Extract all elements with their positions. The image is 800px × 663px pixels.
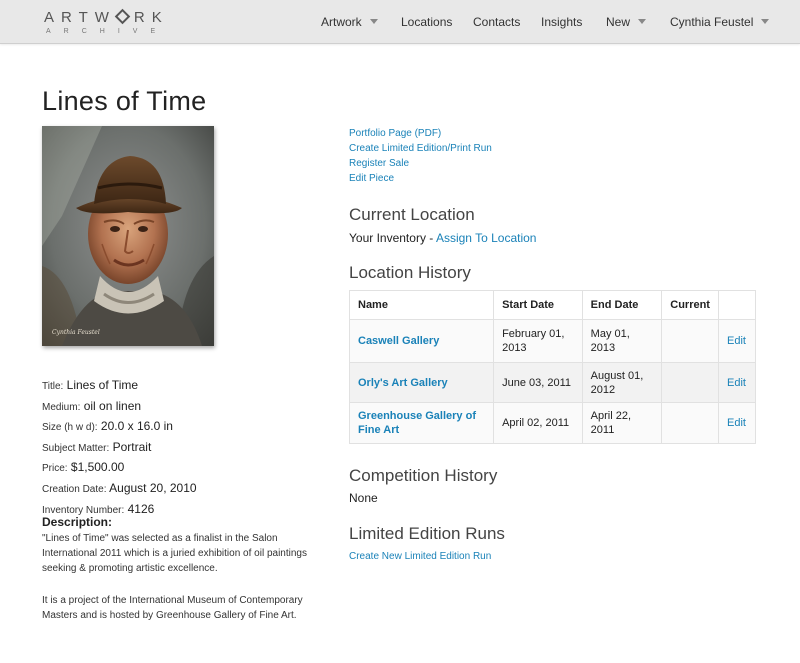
create-limited-edition-link[interactable]: Create Limited Edition/Print Run xyxy=(349,143,492,154)
detail-subject: Subject Matter: Portrait xyxy=(42,439,152,454)
description-paragraph-1: "Lines of Time" was selected as a finalist in the Salon International 2011 which is a juried exhibition of oil paintings seeking & promoting artistic excellence. xyxy=(42,533,307,574)
location-history-heading: Location History xyxy=(349,263,471,282)
nav-locations[interactable] xyxy=(401,15,452,29)
artwork-actions xyxy=(349,126,492,186)
nav-new[interactable] xyxy=(606,15,646,29)
detail-creation-date: Creation Date: August 20, 2010 xyxy=(42,480,197,495)
column-header-name: Name xyxy=(350,291,494,320)
end-date-cell: August 01, 2012 xyxy=(582,363,662,403)
table-row xyxy=(350,363,756,403)
artwork-archive-logo[interactable] xyxy=(44,10,189,36)
logo-diamond-icon xyxy=(115,9,131,25)
location-name-cell[interactable]: Caswell Gallery xyxy=(350,320,494,363)
detail-size-value: 20.0 x 16.0 in xyxy=(100,419,173,434)
portfolio-page-link[interactable]: Portfolio Page (PDF) xyxy=(349,128,442,139)
detail-subject-value: Portrait xyxy=(112,439,152,454)
detail-inventory-value: 4126 xyxy=(127,501,155,516)
end-date-cell: May 01, 2013 xyxy=(582,320,662,363)
nav-artwork-label: Artwork xyxy=(321,15,362,29)
current-cell xyxy=(662,403,719,444)
edit-link[interactable]: Edit xyxy=(718,363,755,403)
artwork-image[interactable] xyxy=(42,126,214,346)
nav-artwork[interactable] xyxy=(321,15,378,29)
nav-contacts-label: Contacts xyxy=(473,15,521,29)
column-header-end-date: End Date xyxy=(582,291,662,320)
detail-size: Size (h w d): 20.0 x 16.0 in xyxy=(42,419,173,434)
start-date-cell: February 01, 2013 xyxy=(494,320,583,363)
assign-to-location-link[interactable]: Assign To Location xyxy=(435,231,537,245)
table-header-row xyxy=(350,291,756,320)
detail-medium: Medium: oil on linen xyxy=(42,398,142,413)
nav-user-menu[interactable] xyxy=(670,15,769,29)
column-header-actions xyxy=(718,291,755,320)
painting-signature: Cynthia Feustel xyxy=(52,329,100,336)
detail-price-value: $1,500.00 xyxy=(70,460,125,475)
edit-link[interactable]: Edit xyxy=(718,403,755,444)
competition-history-heading: Competition History xyxy=(349,466,498,485)
location-name-cell[interactable]: Orly's Art Gallery xyxy=(350,363,494,403)
chevron-down-icon xyxy=(638,19,646,24)
top-navigation-bar xyxy=(0,0,800,44)
start-date-cell: April 02, 2011 xyxy=(494,403,583,444)
chevron-down-icon xyxy=(370,19,378,24)
detail-title: Title: Lines of Time xyxy=(42,378,139,392)
nav-locations-label: Locations xyxy=(401,15,453,29)
limited-edition-runs-heading: Limited Edition Runs xyxy=(349,524,505,543)
table-row xyxy=(350,320,756,363)
location-history-table xyxy=(349,290,756,444)
nav-user-label: Cynthia Feustel xyxy=(670,15,754,29)
description-heading: Description: xyxy=(42,515,113,529)
page-title: Lines of Time xyxy=(42,86,207,116)
current-location-value: Your Inventory - Assign To Location xyxy=(349,231,537,245)
nav-insights-label: Insights xyxy=(541,15,583,29)
detail-inventory-number: Inventory Number: 4126 xyxy=(42,501,155,516)
column-header-start-date: Start Date xyxy=(494,291,583,320)
table-row xyxy=(350,403,756,444)
detail-price: Price: $1,500.00 xyxy=(42,460,125,475)
logo-wordmark: ARTW RK xyxy=(44,9,169,26)
register-sale-link[interactable]: Register Sale xyxy=(349,158,410,169)
logo-subtitle: ARCHIVE xyxy=(46,28,169,35)
edit-piece-link[interactable]: Edit Piece xyxy=(349,173,395,184)
chevron-down-icon xyxy=(761,19,769,24)
nav-new-label: New xyxy=(606,15,631,29)
nav-insights[interactable] xyxy=(541,15,582,29)
column-header-current: Current xyxy=(662,291,719,320)
portrait-painting-image xyxy=(42,126,214,346)
create-new-limited-edition-run-link[interactable]: Create New Limited Edition Run xyxy=(349,551,492,562)
location-name-cell[interactable]: Greenhouse Gallery of Fine Art xyxy=(350,403,494,444)
start-date-cell: June 03, 2011 xyxy=(494,363,583,403)
current-cell xyxy=(662,363,719,403)
detail-medium-value: oil on linen xyxy=(83,398,142,413)
end-date-cell: April 22, 2011 xyxy=(582,403,662,444)
detail-title-value: Lines of Time xyxy=(66,378,139,392)
artwork-details xyxy=(42,376,322,520)
competition-history-value: None xyxy=(349,491,378,505)
current-cell xyxy=(662,320,719,363)
description-paragraph-2: It is a project of the International Museum of Contemporary Masters and is hosted by Greenhouse Gallery of Fine Art. xyxy=(42,595,303,621)
current-location-heading: Current Location xyxy=(349,205,475,224)
nav-contacts[interactable] xyxy=(473,15,520,29)
edit-link[interactable]: Edit xyxy=(718,320,755,363)
detail-creation-value: August 20, 2010 xyxy=(109,480,197,495)
